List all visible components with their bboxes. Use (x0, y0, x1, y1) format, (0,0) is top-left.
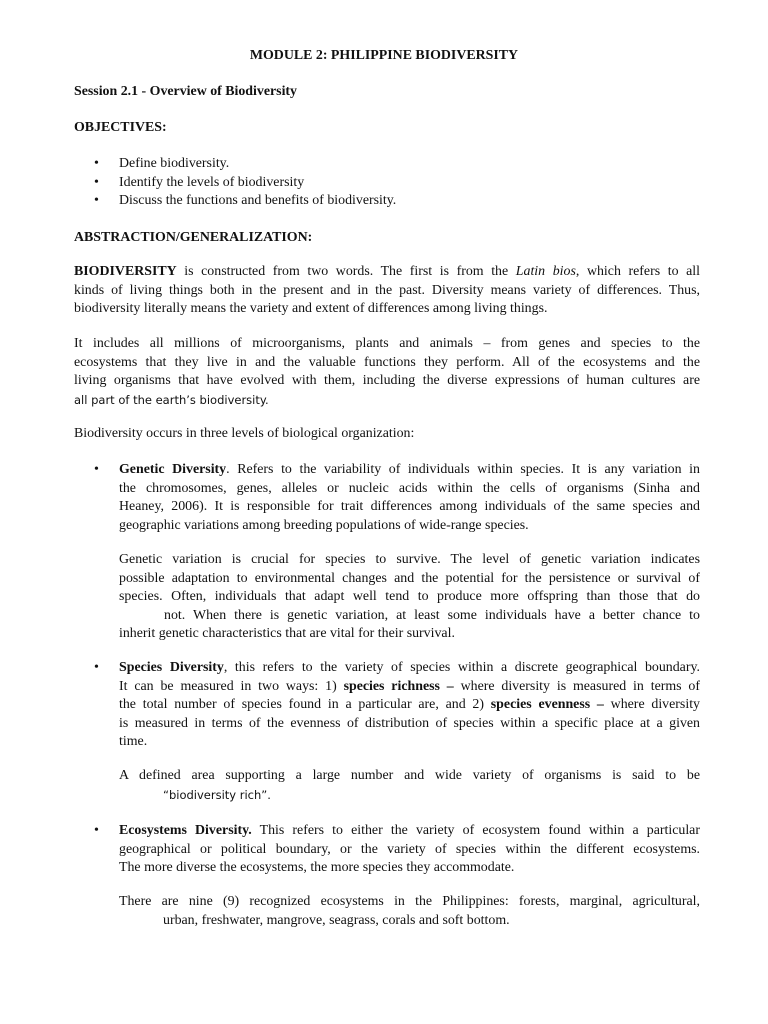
paragraph-text: , this refers to the variety of species within a discrete geographical boundary. (223, 660, 700, 675)
paragraph-line (119, 461, 700, 480)
bullet-icon: • (94, 462, 99, 477)
paragraph-line: is measured in terms of the evenness of distribution of species within a specific place at a given (119, 715, 700, 731)
paragraph-line: urban, freshwater, mangrove, seagrass, corals and soft bottom. (163, 912, 510, 928)
session-title: Session 2.1 - Overview of Biodiversity (74, 84, 298, 99)
paragraph-line (74, 263, 700, 282)
genetic-diversity-term: Genetic Diversity (119, 462, 227, 477)
paragraph-text: the total number of species found in a particular are, and 2) (119, 697, 491, 712)
paragraph-text: . Refers to the variability of individuals within species. It is any variation in (226, 462, 700, 477)
bullet-icon: • (94, 193, 99, 208)
paragraph-line: There are nine (9) recognized ecosystems in the Philippines: forests, marginal, agricultural, (119, 894, 700, 909)
bullet-icon: • (94, 156, 99, 171)
paragraph-line: geographic variations among breeding populations of wide-range species. (119, 517, 529, 533)
objective-item: Discuss the functions and benefits of biodiversity. (119, 193, 397, 208)
paragraph-line: species. Often, individuals that adapt well tend to produce more offspring than those that do (119, 589, 700, 604)
paragraph-text: This refers to either the variety of ecosystem found within a particular (251, 823, 700, 838)
biodiversity-definition-paragraph (74, 263, 700, 319)
bullet-icon: • (94, 175, 99, 190)
bullet-icon: • (94, 660, 99, 675)
paragraph-text: is constructed from two words. The first is from the (176, 264, 516, 279)
paragraph-line: Heaney, 2006). It is responsible for trait differences among individuals of the same species and (119, 499, 700, 514)
paragraph-line: living organisms that have evolved with them, including the diverse expressions of human cultures are (74, 373, 700, 388)
objectives-heading: OBJECTIVES: (74, 120, 167, 135)
biodiversity-scope-paragraph (74, 335, 700, 409)
paragraph-line: the chromosomes, genes, alleles or nucleic acids within the cells of organisms (Sinha and (119, 480, 700, 496)
species-evenness-term: species evenness – (490, 697, 604, 712)
paragraph-line: all part of the earth’s biodiversity. (74, 392, 269, 407)
paragraph-line: not. When there is genetic variation, at least some individuals have a better chance to (164, 607, 700, 623)
species-diversity-term: Species Diversity (119, 660, 224, 675)
paragraph-line: ecosystems that they live in and the valuable functions they perform. All of the ecosystems and the (74, 354, 700, 370)
paragraph-line: biodiversity literally means the variety and extent of differences among living things. (74, 301, 548, 316)
paragraph-line: Genetic variation is crucial for species to survive. The level of genetic variation indicates (119, 552, 700, 567)
ecosystems-diversity-term: Ecosystems Diversity. (119, 823, 252, 838)
genetic-variation-paragraph (119, 551, 700, 644)
species-richness-term: species richness – (343, 678, 454, 694)
paragraph-line (119, 822, 700, 841)
genetic-diversity-paragraph (119, 461, 700, 535)
paragraph-line: geographical or political boundary, or the variety of species within the different ecosystems. (119, 841, 700, 857)
abstraction-heading: ABSTRACTION/GENERALIZATION: (74, 230, 313, 245)
biodiversity-rich-paragraph (119, 767, 700, 805)
module-title: MODULE 2: PHILIPPINE BIODIVERSITY (249, 48, 519, 63)
paragraph-line (119, 696, 700, 715)
biodiversity-term: BIODIVERSITY (74, 264, 177, 279)
species-diversity-paragraph (119, 659, 700, 752)
paragraph-line: A defined area supporting a large number and wide variety of organisms is said to be (119, 768, 700, 783)
philippine-ecosystems-paragraph (119, 893, 700, 930)
paragraph-line (119, 786, 700, 806)
paragraph-text: where diversity is measured in terms of (453, 678, 700, 694)
levels-intro: Biodiversity occurs in three levels of biological organization: (74, 426, 415, 441)
paragraph-line: kinds of living things both in the present and in the past. Diversity means variety of differences. Thus, (74, 282, 700, 298)
paragraph-line: possible adaptation to environmental changes and the potential for the persistence or survival of (119, 570, 700, 586)
objective-item: Define biodiversity. (119, 156, 230, 171)
ecosystems-diversity-paragraph (119, 822, 700, 878)
paragraph-line (119, 659, 700, 678)
paragraph-line: inherit genetic characteristics that are vital for their survival. (119, 626, 455, 641)
paragraph-line: It includes all millions of microorganisms, plants and animals – from genes and species to the (74, 336, 700, 351)
paragraph-line: The more diverse the ecosystems, the more species they accommodate. (119, 860, 515, 875)
paragraph-text: where diversity (603, 697, 700, 712)
paragraph-text: , which refers to all (575, 264, 700, 279)
paragraph-line: time. (119, 734, 148, 749)
paragraph-text: It can be measured in two ways: 1) (119, 678, 344, 694)
latin-bios-term: Latin bios (515, 264, 576, 279)
paragraph-line (119, 678, 700, 697)
objective-item: Identify the levels of biodiversity (119, 175, 305, 190)
bullet-icon: • (94, 823, 99, 838)
paragraph-text: “biodiversity rich”. (163, 787, 271, 802)
